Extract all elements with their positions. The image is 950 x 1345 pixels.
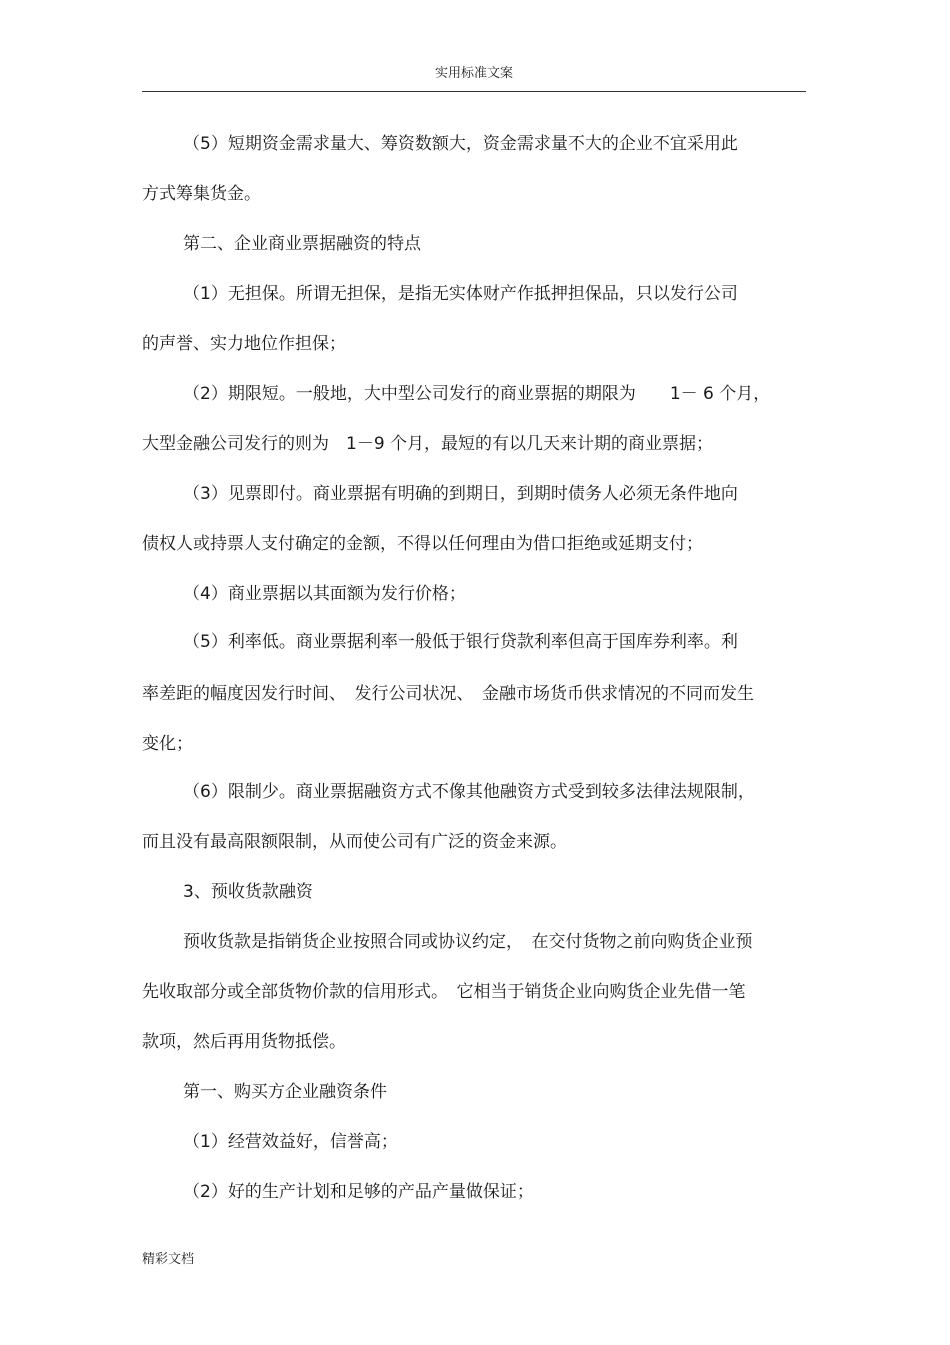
text-line: 债权人或持票人支付确定的金额，不得以任何理由为借口拒绝或延期支付； bbox=[142, 534, 703, 554]
text-line: （2）好的生产计划和足够的产品产量做保证； bbox=[183, 1182, 534, 1202]
text-line: （2）期限短。一般地，大中型公司发行的商业票据的期限为 1－ 6 个月， bbox=[183, 384, 771, 404]
page-header: 实用标准文案 bbox=[434, 66, 513, 81]
text-line: 率差距的幅度因发行时间、 发行公司状况、 金融市场货币供求情况的不同而发生 bbox=[142, 684, 754, 704]
text-line: 第一、购买方企业融资条件 bbox=[183, 1082, 387, 1102]
text-line: 方式筹集货金。 bbox=[142, 184, 261, 204]
header-divider bbox=[142, 91, 806, 92]
text-line: 款项，然后再用货物抵偿。 bbox=[142, 1032, 346, 1052]
page-footer: 精彩文档 bbox=[142, 1252, 195, 1267]
text-line: （6）限制少。商业票据融资方式不像其他融资方式受到较多法律法规限制， bbox=[183, 782, 755, 802]
text-line: 的声誉、实力地位作担保； bbox=[142, 334, 346, 354]
text-line: 第二、企业商业票据融资的特点 bbox=[183, 234, 421, 254]
text-line: （5）利率低。商业票据利率一般低于银行贷款利率但高于国库券利率。利 bbox=[183, 632, 738, 652]
text-line: （3）见票即付。商业票据有明确的到期日，到期时债务人必须无条件地向 bbox=[183, 484, 738, 504]
text-line: 3、预收货款融资 bbox=[183, 882, 313, 902]
text-line: 而且没有最高限额限制，从而使公司有广泛的资金来源。 bbox=[142, 832, 567, 852]
text-line: 变化； bbox=[142, 734, 193, 754]
text-line: （5）短期资金需求量大、筹资数额大，资金需求量不大的企业不宜采用此 bbox=[183, 134, 738, 154]
text-line: （1）经营效益好，信誉高； bbox=[183, 1132, 398, 1152]
text-line: （4）商业票据以其面额为发行价格； bbox=[183, 584, 466, 604]
text-line: 先收取部分或全部货物价款的信用形式。 它相当于销货企业向购货企业先借一笔 bbox=[142, 982, 746, 1002]
text-line: （1）无担保。所谓无担保，是指无实体财产作抵押担保品，只以发行公司 bbox=[183, 284, 738, 304]
text-line: 预收货款是指销货企业按照合同或协议约定， 在交付货物之前向购货企业预 bbox=[183, 932, 753, 952]
text-line: 大型金融公司发行的则为 1－9 个月，最短的有以几天来计期的商业票据； bbox=[142, 434, 714, 454]
